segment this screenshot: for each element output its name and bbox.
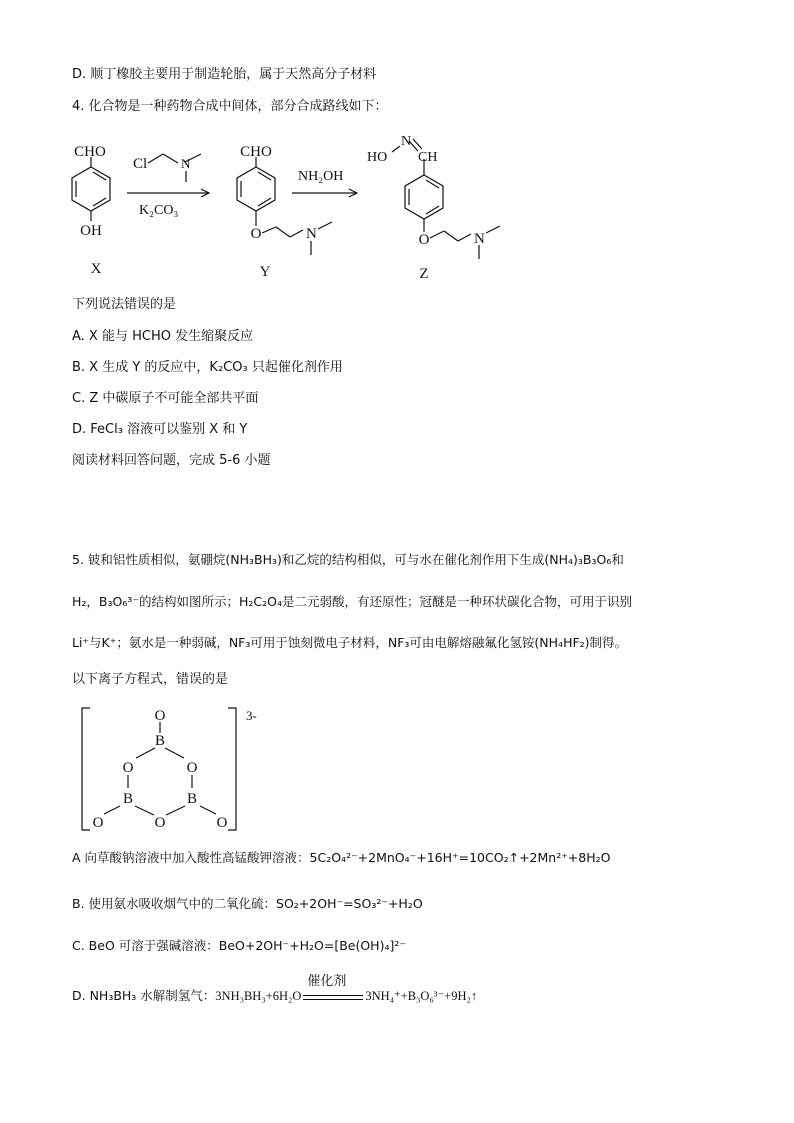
reagent1-n: N xyxy=(181,156,191,171)
equals-double-line xyxy=(303,995,363,1000)
y-cho-label: CHO xyxy=(240,144,272,160)
q5-paragraph-line-3: Li⁺与K⁺；氨水是一种弱碱，NF₃可用于蚀刻微电子材料，NF₃可由电解熔融氟化氢铵(NH₄HF₂)制得。 xyxy=(72,635,628,650)
bottom-ring-o-atom: O xyxy=(154,815,166,831)
y-benzene-ring xyxy=(237,167,275,211)
q5-option-b: B. 使用氨水吸收烟气中的二氧化硫：SO₂+2OH⁻=SO₃²⁻+H₂O xyxy=(72,896,423,911)
x-cho-label: CHO xyxy=(74,144,106,160)
z-ch-label: CH xyxy=(418,150,438,165)
left-terminal-o-atom: O xyxy=(92,815,104,831)
q4-option-d: D. FeCl₃ 溶液可以鉴别 X 和 Y xyxy=(72,422,248,437)
label-x: X xyxy=(90,261,102,277)
q4-option-b: B. X 生成 Y 的反应中，K₂CO₃ 只起催化剂作用 xyxy=(72,360,343,375)
label-z: Z xyxy=(419,266,429,282)
z-ho-label: HO xyxy=(367,150,388,165)
q4-reaction-scheme xyxy=(0,130,794,300)
reading-intro: 阅读材料回答问题，完成 5-6 小题 xyxy=(72,453,271,468)
q5-option-d-right: 3NH₄⁺+B₃O₆³⁻+9H₂↑ xyxy=(365,989,478,1003)
q5-option-d-catalyst: 催化剂 xyxy=(307,973,347,989)
z-o-label: O xyxy=(418,232,430,248)
left-b-atom: B xyxy=(122,791,134,807)
q5-option-d-label: D. NH₃BH₃ 水解制氢气： xyxy=(72,988,216,1003)
y-o-label: O xyxy=(250,226,262,242)
q3-option-d: D. 顺丁橡胶主要用于制造轮胎，属于天然高分子材料 xyxy=(72,67,377,82)
right-ring-o-atom: O xyxy=(186,760,198,776)
q5-option-a: A 向草酸钠溶液中加入酸性高锰酸钾溶液：5C₂O₄²⁻+2MnO₄⁻+16H⁺=10CO₂↑+2Mn²⁺+8H₂O xyxy=(72,850,611,865)
top-o-atom: O xyxy=(154,708,166,724)
b3o6-structure xyxy=(60,700,360,840)
reagent2-nh2oh: NH₂OH xyxy=(298,169,344,184)
q5-option-d-left: 3NH₃BH₃+6H₂O xyxy=(215,989,302,1003)
q4-option-c: C. Z 中碳原子不可能全部共平面 xyxy=(72,391,259,406)
z-n-amine-label: N xyxy=(474,231,485,247)
y-n-label: N xyxy=(306,226,317,242)
x-oh-label: OH xyxy=(80,223,102,239)
q5-paragraph-line-1: 5. 铍和铝性质相似，氨硼烷(NH₃BH₃)和乙烷的结构相似，可与水在催化剂作用下生成(NH₄)₃B₃O₆和 xyxy=(72,552,624,567)
x-benzene-ring xyxy=(72,167,110,211)
right-terminal-o-atom: O xyxy=(216,815,228,831)
reagent1-k2co3: K₂CO₃ xyxy=(139,203,179,218)
q5-option-d xyxy=(72,973,478,1005)
label-y: Y xyxy=(259,264,271,280)
q4-option-a: A. X 能与 HCHO 发生缩聚反应 xyxy=(72,329,254,344)
reagent1-cl: Cl xyxy=(133,156,148,172)
q4-stem: 4. 化合物是一种药物合成中间体，部分合成路线如下： xyxy=(72,99,388,114)
z-n-label: N xyxy=(401,134,412,149)
q5-option-d-arrow xyxy=(303,973,363,1004)
top-b-atom: B xyxy=(154,733,166,749)
right-b-atom: B xyxy=(186,791,198,807)
q5-prompt: 以下离子方程式，错误的是 xyxy=(72,672,229,687)
charge-label: 3- xyxy=(246,708,257,723)
left-ring-o-atom: O xyxy=(122,760,134,776)
q4-prompt: 下列说法错误的是 xyxy=(72,297,177,312)
q5-paragraph-line-2: H₂，B₃O₆³⁻的结构如图所示；H₂C₂O₄是二元弱酸，有还原性；冠醚是一种环状碳化合物，可用于识别 xyxy=(72,594,632,609)
q5-option-c: C. BeO 可溶于强碱溶液：BeO+2OH⁻+H₂O=[Be(OH)₄]²⁻ xyxy=(72,938,406,953)
z-benzene-ring xyxy=(405,175,443,219)
